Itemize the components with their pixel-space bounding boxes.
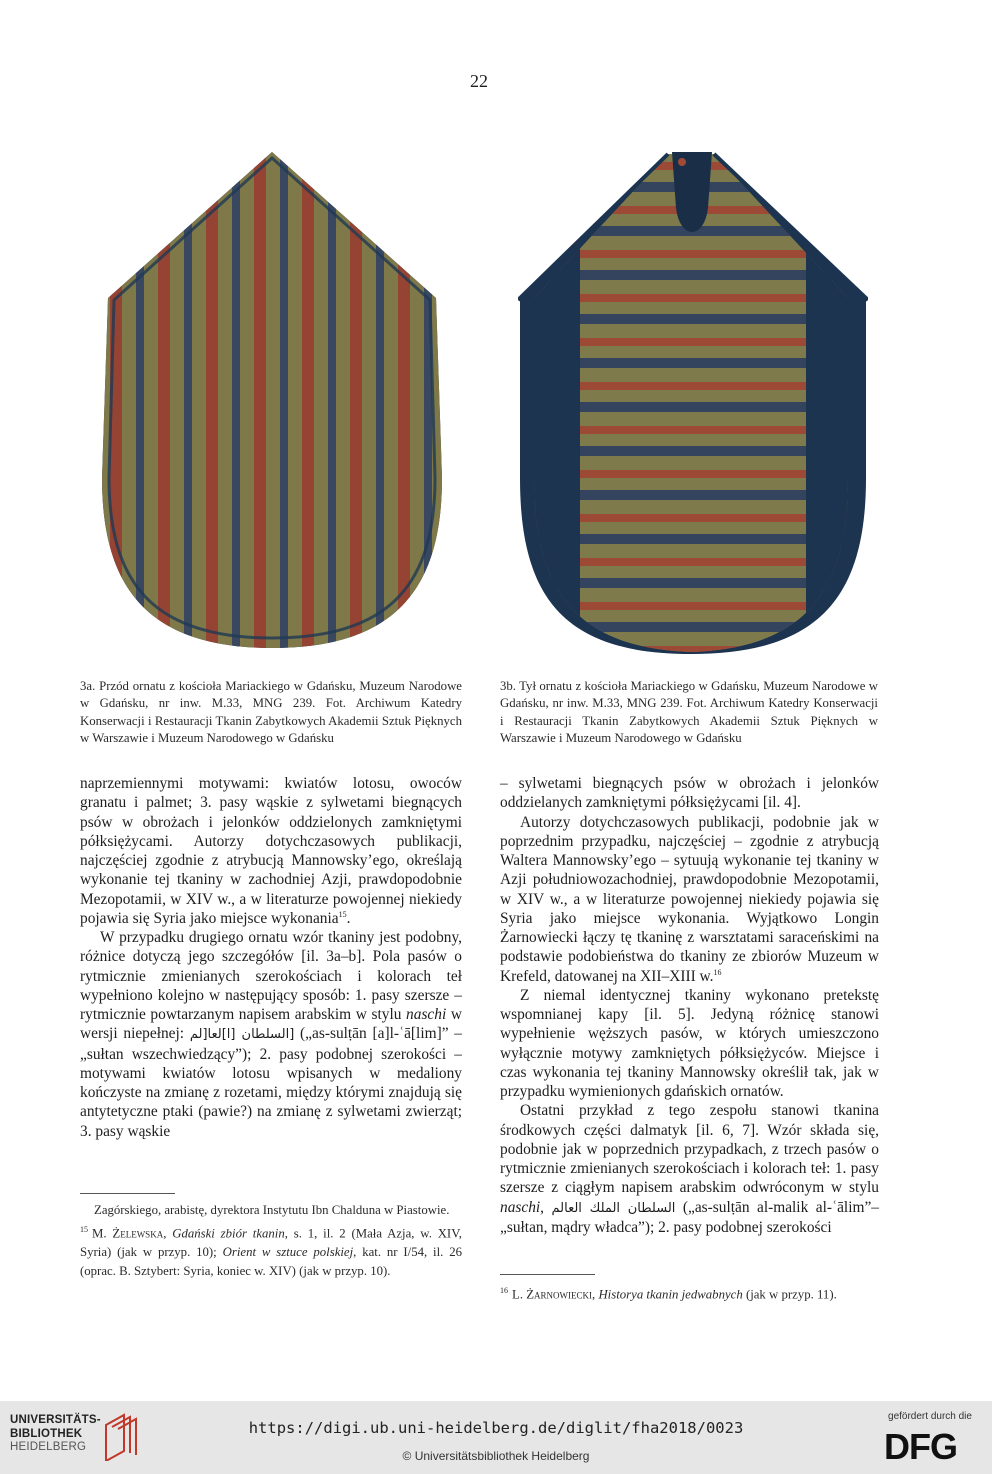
figure-3b-chasuble-back <box>518 148 868 656</box>
page-number: 22 <box>470 71 488 91</box>
figure-3b-caption: 3b. Tył ornatu z kościoła Mariackiego w Gdańsku, Muzeum Narodowe w Gdańsku, nr inw. M.33, MNG 239. Fot. Archiwum Katedry Konserwacji i Restauracji Tkanin Zabytkowych Akademii Sztuk Pięknych w Warszawie i Muzeum Narodowego w Gdańsku <box>500 679 878 746</box>
chasuble-back-image <box>518 148 868 656</box>
permalink-url[interactable]: https://digi.ub.uni-heidelberg.de/diglit/fha2018/0023 <box>248 1419 744 1437</box>
footnote-ref-15: 15 <box>338 909 347 919</box>
ub-heidelberg-logo: UNIVERSITÄTS- BIBLIOTHEK HEIDELBERG <box>10 1411 145 1466</box>
left-footnotes <box>80 1201 462 1281</box>
footnote-15: $^{15}$ M. Żelewska, Gdański zbiór tkanin, s. 1, il. 2 (Mała Azja, w. XIV, Syria) (jak w przyp. 10); Orient w sztuce polskiej, kat. nr I/54, il. 26 (oprac. B. Sztybert: Syria, koniec w. XIV) (jak w przyp. 10). <box>80 1225 463 1279</box>
left-paragraph-2: W przypadku drugiego ornatu wzór tkaniny jest podobny, różnice dotyczą jego szczegółów [il. 3a–b]. Pola pasów o rytmicznie zmienianych szerokościach i kolorach teł wypełniono kolejno w następujący sposób: 1. pasy szersze – rytmicznie powtarzanym napisem arabskim w stylu naschi w wersji niepełnej: [السلطان [ا]لعا[لم („as-sulṭān [a]l-ʿā[lim]” – „sułtan wszechwiedzący”); 2. pasy podobnej szerokości – motywami kwiatów lotosu wpisanych w medaliony kończyste na zmianę z rozetami, między którymi znajdują się antytetyczne ptaki (pawie?) na zmianę z sylwetami zwierząt; 3. pasy wąskie <box>80 929 462 1140</box>
right-paragraph-2: Autorzy dotychczasowych publikacji, podobnie jak w poprzednim przypadku, najczęściej – zgodnie z atrybucją Waltera Mannowsky’ego – sytuują wykonanie tej tkaniny w Azji południowozachodniej, prawdopodobnie Mezopotamii, w XIV w., a w literaturze powojennej niekiedy pojawia się Syria jako miejsce wykonania. Wyjątkowo Longin Żarnowiecki łączy tę tkaninę z warsztatami saraceńskimi na podstawie podobieństwa do tkaniny ze zbiorów Muzeum w Krefeld, datowanej na XII–XIII w.$^{16}$ <box>500 813 879 985</box>
stripe <box>518 622 868 632</box>
chasuble-front-stripes <box>96 148 448 652</box>
chasuble-front-image <box>96 148 448 652</box>
arabic-inscription: [السلطان [ا]لعا[لم <box>189 1027 295 1043</box>
footnote-ref-16: 16 <box>713 967 722 977</box>
right-text-column <box>500 774 879 1237</box>
figure-3a-chasuble-front <box>96 148 448 652</box>
dfg-funding-badge: gefördert durch die DFG <box>884 1411 972 1467</box>
footnote-16: $^{16}$ L. Żarnowiecki, Historya tkanin jedwabnych (jak w przyp. 11). <box>500 1286 837 1302</box>
digitization-footer <box>0 1401 992 1474</box>
left-text-column <box>80 774 462 1141</box>
footnote-rule-left <box>80 1193 175 1194</box>
copyright-notice: © Universitätsbibliothek Heidelberg <box>402 1449 590 1463</box>
footnote-continuation: Zagórskiego, arabistę, dyrektora Instytutu Ibn Chalduna w Piastowie. <box>94 1203 450 1217</box>
stripe <box>518 654 868 656</box>
left-paragraph-1: naprzemiennymi motywami: kwiatów lotosu, owoców granatu i palmet; 3. pasy wąskie z sylwetami biegnących psów w obrożach i jelonków oddzielonych zamkniętymi półksiężycami. Autorzy dotychczasowych publikacji, najczęściej zgodnie z atrybucją Mannowsky’ego, określają wykonanie tej tkaniny w zachodniej Azji, prawdopodobnie Mezopotamii, w XIV w., a w literaturze powojennej niekiedy pojawia się Syria jako miejsce wykonania$^{15}$. <box>80 775 462 927</box>
right-paragraph-3: Z niemal identycznej tkaniny wykonano pretekstę wspomnianej kapy [il. 5]. Jedyną różnicę stanowi wypełnienie węższych pasów, w których umieszczono wyłącznie motywy zamkniętych półksiężyców. Miejsce i czas wykonania tej tkaniny Mannowsky określił tak, jak w przypadku wymienionych gdańskich ornatów. <box>500 986 879 1100</box>
right-paragraph-4: Ostatni przykład z tego zespołu stanowi tkanina środkowych części dalmatyk [il. 6, 7]. Wzór składa się, podobnie jak w poprzednich przypadkach, z trzech pasów o rytmicznie zmienianych szerokościach i kolorach teł: 1. pasy szersze z ciągłym napisem arabskim odwróconym w stylu naschi, السلطان الملك العالم („as-sulṭān al-malik al-ʿālim”– „sułtan, mądry władca”); 2. pasy podobnej szerokości <box>500 1102 879 1236</box>
dfg-logo-icon: DFG <box>884 1426 957 1467</box>
stripe <box>446 148 448 652</box>
footnote-rule-right <box>500 1274 595 1275</box>
arabic-inscription-2: السلطان الملك العالم <box>551 1200 676 1216</box>
figure-3a-caption: 3a. Przód ornatu z kościoła Mariackiego w Gdańsku, Muzeum Narodowe w Gdańsku, nr inw. M.33, MNG 239. Fot. Archiwum Katedry Konserwacji i Restauracji Tkanin Zabytkowych Akademii Sztuk Pięknych w Warszawie i Muzeum Narodowego w Gdańsku <box>80 679 462 746</box>
stripe <box>518 632 868 646</box>
right-paragraph-1: – sylwetami biegnących psów w obrożach i jelonków oddzielanych zamkniętymi półksiężycami [il. 4]. <box>500 775 879 812</box>
